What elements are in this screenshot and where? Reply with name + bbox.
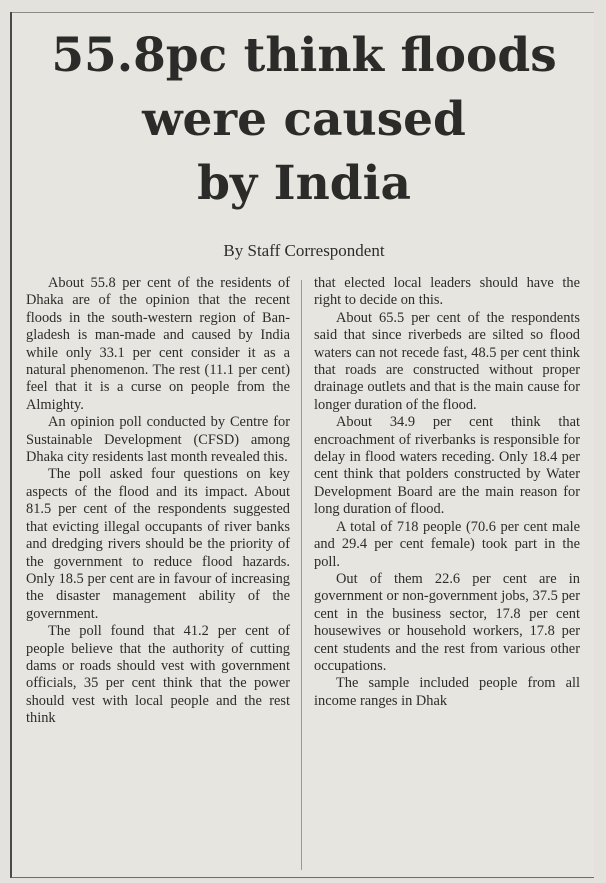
paragraph-continued: that elected local leaders should have the right to decide on this. [314,275,580,309]
paragraph: About 55.8 per cent of the residents of Dhaka are of the opinion that the recent floods in the south-western region of Bangladesh is man-made and caused by India while only 33.1 per cent consider it as a natural phenomenon. The rest (11.1 per cent) feel that it is a curse on people from the Almighty. [26,275,290,413]
paragraph: A total of 718 people (70.6 per cent male and 29.4 per cent female) took part in the poll. [314,518,580,570]
headline-line-1: 55.8pc think floods [51,28,557,83]
right-column [314,275,580,710]
paragraph: An opinion poll conducted by Centre for Sustainable Development (CFSD) among Dhaka city residents last month revealed this. [26,414,290,466]
headline [12,24,596,216]
paragraph: The poll found that 41.2 per cent of people believe that the authority of cutting dams or roads should vest with government officials, 35 per cent think that the power should vest with local people and the rest think [26,623,290,727]
byline: By Staff Correspondent [223,241,385,260]
paragraph: The sample included people from all income ranges in Dhak [314,675,580,709]
paragraph: The poll asked four questions on key aspects of the flood and its impact. About 81.5 per cent of the respondents suggested that evicting illegal occupants of river banks and dredging rivers should be the priority of the government to reduce flood hazards. Only 18.5 per cent are in favour of increasing the disaster management ability of the government. [26,466,290,622]
paragraph: About 65.5 per cent of the respondents said that since riverbeds are silted so flood waters can not recede fast, 48.5 per cent think that roads are constructed without proper drainage outlets and that is the main cause for longer duration of the flood. [314,309,580,413]
headline-line-3: by India [197,156,411,211]
left-column [26,275,290,728]
newspaper-clipping [10,12,594,878]
headline-line-2: were caused [142,92,466,147]
column-divider [301,280,302,870]
top-rule [12,12,594,13]
paragraph: About 34.9 per cent think that encroachment of riverbanks is responsible for delay in flood waters receding. Only 18.4 per cent think that polders constructed by Water Development Board are the main reason for long duration of flood. [314,414,580,518]
paragraph: Out of them 22.6 per cent are in government or non-government jobs, 37.5 per cent in the business sector, 17.8 per cent housewives or household workers, 17.8 per cent students and the rest from various other occupations. [314,570,580,674]
